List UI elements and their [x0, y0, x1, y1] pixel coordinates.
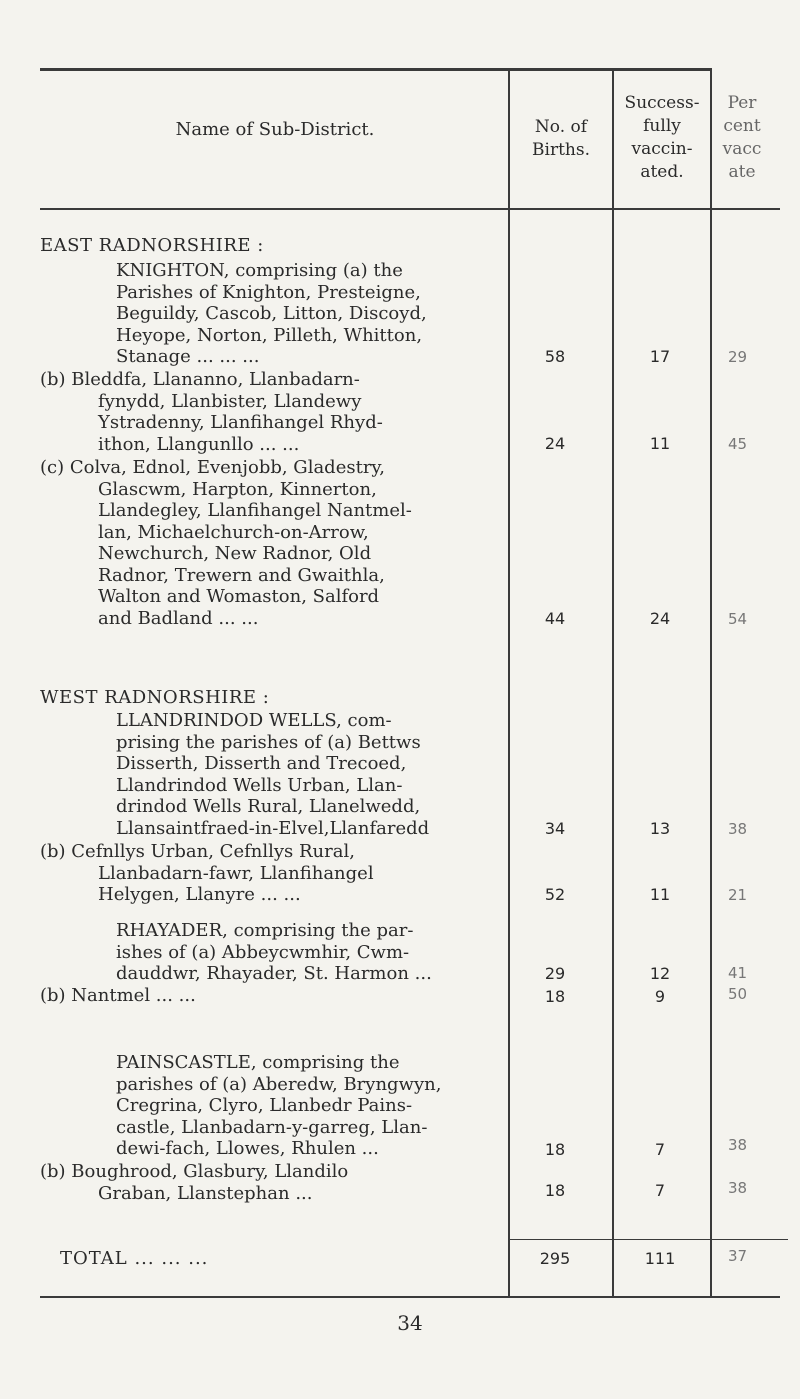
text-line: Glascwm, Harpton, Kinnerton,	[98, 478, 377, 500]
text-line: (b) Cefnllys Urban, Cefnllys Rural,	[40, 841, 355, 862]
header-success	[614, 92, 710, 184]
text-line: ithon, Llangunllo ... ...	[98, 433, 300, 455]
text-line: (b) Bleddfa, Llananno, Llanbadarn-	[40, 369, 360, 390]
success-value: 7	[654, 1181, 666, 1200]
text-line: dewi-fach, Llowes, Rhulen ...	[116, 1138, 379, 1159]
text-line: Disserth, Disserth and Trecoed,	[116, 753, 407, 774]
percent-value: 41	[728, 964, 748, 982]
bottom-rule	[40, 1296, 780, 1298]
text-line: Llanbadarn-fawr, Llanfihangel	[98, 862, 374, 884]
total-rule-top	[508, 1239, 788, 1240]
top-rule	[40, 68, 710, 71]
success-value: 24	[649, 609, 671, 628]
header-name	[40, 118, 510, 141]
text-line: ishes of (a) Abbeycwmhir, Cwm-	[116, 941, 410, 963]
percent-value: 38	[728, 1179, 748, 1197]
text-line: Graban, Llanstephan ...	[98, 1182, 313, 1204]
success-value: 17	[649, 347, 671, 366]
percent-value: 45	[728, 435, 748, 453]
east-heading: EAST RADNORSHIRE :	[40, 235, 264, 256]
percent-value: 21	[728, 886, 748, 904]
success-value: 11	[649, 434, 671, 453]
col-divider-3	[710, 68, 712, 1298]
text-line: Llansaintfraed-in-Elvel,Llanfaredd	[116, 817, 430, 839]
percent-value: 50	[728, 985, 748, 1003]
total-success: 111	[644, 1249, 676, 1268]
header-success-line: Success-	[624, 93, 700, 113]
text-line: fynydd, Llanbister, Llandewy	[98, 390, 362, 412]
success-value: 9	[654, 987, 666, 1006]
success-value: 11	[649, 885, 671, 904]
header-success-line: ated.	[640, 162, 684, 182]
text-line: Cregrina, Clyro, Llanbedr Pains-	[116, 1095, 413, 1116]
births-value: 29	[544, 964, 566, 983]
success-value: 7	[654, 1140, 666, 1159]
west-heading: WEST RADNORSHIRE :	[40, 687, 270, 708]
births-value: 52	[544, 885, 566, 904]
total-births: 295	[539, 1249, 571, 1268]
text-line: prising the parishes of (a) Bettws	[116, 731, 421, 753]
header-percent	[712, 92, 772, 184]
births-value: 18	[544, 1181, 566, 1200]
text-line: Radnor, Trewern and Gwaithla,	[98, 564, 385, 586]
text-line: Heyope, Norton, Pilleth, Whitton,	[116, 324, 423, 346]
percent-value: 29	[728, 348, 748, 366]
text-line: KNIGHTON, comprising (a) the	[116, 260, 403, 281]
text-line: Beguildy, Cascob, Litton, Discoyd,	[116, 303, 427, 324]
text-line: lan, Michaelchurch-on-Arrow,	[98, 521, 369, 543]
text-line: Parishes of Knighton, Presteigne,	[116, 281, 421, 303]
col-divider-2	[612, 68, 614, 1298]
text-line: Walton and Womaston, Salford	[98, 586, 380, 607]
text-line: Newchurch, New Radnor, Old	[98, 543, 372, 564]
header-births-line: No. of	[534, 117, 588, 137]
success-value: 12	[649, 964, 671, 983]
text-line: (b) Nantmel ... ...	[40, 985, 196, 1006]
text-line: Ystradenny, Llanfihangel Rhyd-	[98, 412, 383, 433]
percent-value: 54	[728, 610, 748, 628]
header-percent-line: cent	[723, 116, 761, 136]
text-line: and Badland ... ...	[98, 607, 259, 629]
total-percent: 37	[728, 1247, 748, 1265]
text-line: RHAYADER, comprising the par-	[116, 920, 414, 941]
percent-value: 38	[728, 820, 748, 838]
col-divider-1	[508, 68, 510, 1298]
percent-value: 38	[728, 1136, 748, 1154]
text-line: Helygen, Llanyre ... ...	[98, 884, 301, 905]
births-value: 44	[544, 609, 566, 628]
text-line: Llandrindod Wells Urban, Llan-	[116, 774, 403, 796]
text-line: (c) Colva, Ednol, Evenjobb, Gladestry,	[40, 457, 385, 478]
header-success-line: vaccin-	[631, 139, 693, 159]
header-percent-line: ate	[728, 162, 756, 182]
births-value: 58	[544, 347, 566, 366]
header-births-line: Births.	[532, 140, 590, 160]
text-line: Llandegley, Llanfihangel Nantmel-	[98, 500, 412, 521]
text-line: PAINSCASTLE, comprising the	[116, 1052, 400, 1073]
text-line: dauddwr, Rhayader, St. Harmon ...	[116, 963, 432, 984]
header-births	[510, 116, 612, 162]
text-line: (b) Boughrood, Glasbury, Llandilo	[40, 1161, 349, 1182]
text-line: castle, Llanbadarn-y-garreg, Llan-	[116, 1116, 428, 1138]
page-number: 34	[397, 1311, 423, 1335]
header-percent-line: vacc	[722, 139, 762, 159]
births-value: 18	[544, 1140, 566, 1159]
births-value: 24	[544, 434, 566, 453]
text-line: LLANDRINDOD WELLS, com-	[116, 710, 392, 731]
header-percent-line: Per	[727, 93, 757, 113]
total-label: TOTAL ... ... ...	[60, 1248, 209, 1269]
text-line: drindod Wells Rural, Llanelwedd,	[116, 796, 421, 817]
header-name-label: Name of Sub-District.	[175, 119, 375, 140]
header-success-line: fully	[643, 116, 681, 136]
births-value: 18	[544, 987, 566, 1006]
text-line: parishes of (a) Aberedw, Bryngwyn,	[116, 1073, 442, 1095]
header-rule	[40, 208, 780, 210]
success-value: 13	[649, 819, 671, 838]
text-line: Stanage ... ... ...	[116, 346, 260, 367]
births-value: 34	[544, 819, 566, 838]
